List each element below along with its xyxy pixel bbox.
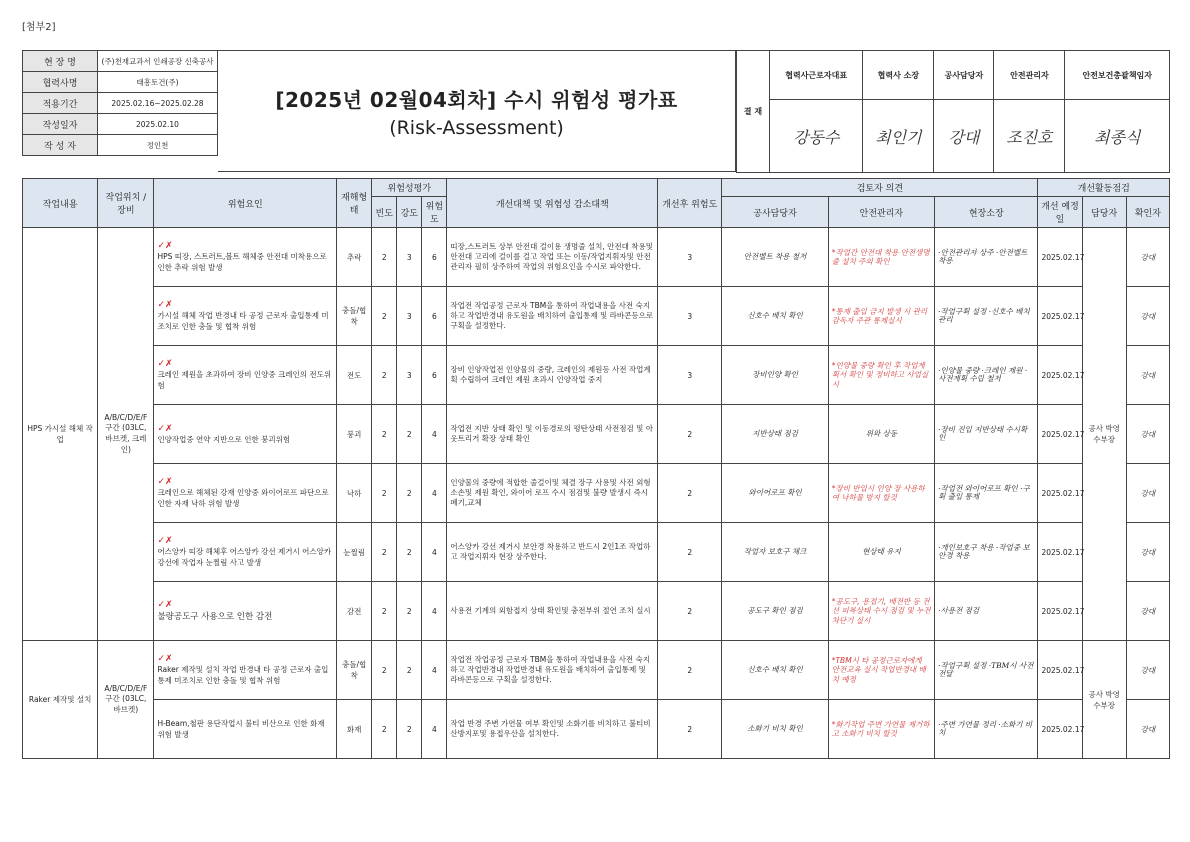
check-mark-icon: ✓✗ xyxy=(157,359,173,369)
after-risk-cell: 3 xyxy=(658,287,722,346)
hazard-cell: ✓✗ 인양작업중 연약 지반으로 인한 붕괴위험 xyxy=(154,405,337,464)
severity-cell: 2 xyxy=(397,641,422,700)
measure-cell: 작업전 작업공정 근로자 TBM을 통하여 작업내용을 사전 숙지하고 작업반경내 작업반경내 유도원을 배치하여 출입통제 및 라바콘등으로 구획을 설정한다. xyxy=(447,641,658,700)
approval-role: 안전관리자 xyxy=(994,51,1065,100)
plan-date-cell: 2025.02.17 xyxy=(1038,464,1082,523)
signature: 최인기 xyxy=(863,100,934,173)
table-row xyxy=(23,405,1170,464)
accident-cell: 충돌/협착 xyxy=(337,641,372,700)
accident-cell: 감전 xyxy=(337,582,372,641)
plan-date-cell: 2025.02.17 xyxy=(1038,405,1082,464)
hazard-cell: ✓✗ 크레인 제원을 초과하여 장비 인양중 크레인의 전도위험 xyxy=(154,346,337,405)
plan-date-cell: 2025.02.17 xyxy=(1038,346,1082,405)
risk-cell: 6 xyxy=(422,287,447,346)
severity-cell: 3 xyxy=(397,346,422,405)
risk-cell: 6 xyxy=(422,228,447,287)
confirmer-signature: 강대 xyxy=(1126,641,1169,700)
reviewer-3-opinion: ·장비 진입 지반상태 수시확인 xyxy=(935,405,1038,464)
risk-cell: 4 xyxy=(422,641,447,700)
reviewer-1-opinion: 공도구 확인 점검 xyxy=(722,582,828,641)
check-mark-icon: ✓✗ xyxy=(157,536,173,546)
plan-date-cell: 2025.02.17 xyxy=(1038,700,1082,759)
table-row xyxy=(23,287,1170,346)
signature: 조진호 xyxy=(994,100,1065,173)
location-cell: A/B/C/D/E/F구간 (03LC, 바브켓) xyxy=(98,641,154,759)
header-location: 작업위치 / 장비 xyxy=(98,179,154,228)
reviewer-3-opinion: ·인양물 중량 ·크레인 제원 ·사전계획 수립 철저 xyxy=(935,346,1038,405)
reviewer-1-opinion: 신호수 배치 확인 xyxy=(722,641,828,700)
signature: 강동수 xyxy=(770,100,863,173)
signature: 강대 xyxy=(934,100,994,173)
after-risk-cell: 3 xyxy=(658,228,722,287)
reviewer-1-opinion: 지반상태 점검 xyxy=(722,405,828,464)
plan-date-cell: 2025.02.17 xyxy=(1038,523,1082,582)
reviewer-1-opinion: 작업자 보호구 체크 xyxy=(722,523,828,582)
risk-cell: 4 xyxy=(422,582,447,641)
hazard-cell: ✓✗ 불량공도구 사용으로 인한 감전 xyxy=(154,582,337,641)
after-risk-cell: 2 xyxy=(658,405,722,464)
task-cell: HPS 가시설 해체 작업 xyxy=(23,228,98,641)
severity-cell: 2 xyxy=(397,464,422,523)
info-label: 적용기간 xyxy=(23,93,98,114)
table-row xyxy=(23,641,1170,700)
confirmer-signature: 강대 xyxy=(1126,346,1169,405)
measure-cell: 인양물의 중량에 적합한 줄걸이및 체결 장구 사용및 사전 외형 소손및 제원 확인, 와이어 로프 수시 점검및 불량 발생시 즉시 폐기,교체 xyxy=(447,464,658,523)
risk-cell: 4 xyxy=(422,405,447,464)
confirmer-signature: 강대 xyxy=(1126,700,1169,759)
reviewer-2-opinion: *공도구, 용접기, 배전반 등 전선 피복상태 수시 점검 및 누전차단기 실시 xyxy=(828,582,934,641)
info-value: 2025.02.10 xyxy=(98,114,218,135)
risk-assessment-table xyxy=(22,178,1170,759)
after-risk-cell: 2 xyxy=(658,641,722,700)
check-mark-icon: ✓✗ xyxy=(157,300,173,310)
header-hazard: 위험요인 xyxy=(154,179,337,228)
freq-cell: 2 xyxy=(372,346,397,405)
task-cell: Raker 제작및 설치 xyxy=(23,641,98,759)
accident-cell: 낙하 xyxy=(337,464,372,523)
owner-cell: 공사 박영수부장 xyxy=(1082,228,1126,641)
approval-role: 공사담당자 xyxy=(934,51,994,100)
hazard-cell: ✓✗ 가시설 해체 작업 반경내 타 공정 근로자 출입통제 미조치로 인한 충돌 및 협착 위험 xyxy=(154,287,337,346)
accident-cell: 전도 xyxy=(337,346,372,405)
check-mark-icon: ✓✗ xyxy=(157,654,173,664)
hazard-cell: ✓✗ 크레인으로 해체된 강재 인양중 와이어로프 파단으로 인한 자재 낙하 위험 발생 xyxy=(154,464,337,523)
severity-cell: 2 xyxy=(397,700,422,759)
measure-cell: 작업 반경 주변 가연물 여부 확인및 소화기를 비치하고 불티비산방지포및 용접우산을 설치한다. xyxy=(447,700,658,759)
table-row xyxy=(23,582,1170,641)
risk-cell: 6 xyxy=(422,346,447,405)
reviewer-2-opinion: *작업간 안전대 착용 안전생명줄 설치 주의 확인 xyxy=(828,228,934,287)
accident-cell: 추락 xyxy=(337,228,372,287)
table-row xyxy=(23,523,1170,582)
severity-cell: 2 xyxy=(397,405,422,464)
reviewer-3-opinion: ·주변 가연물 정리 ·소화기 비치 xyxy=(935,700,1038,759)
measure-cell: 작업전 지반 상태 확인 및 이동경로의 평탄상태 사전점검 및 아웃트리거 확장 상태 확인 xyxy=(447,405,658,464)
header-review: 검토자 의견 xyxy=(722,179,1038,197)
document-title-box xyxy=(218,50,736,172)
measure-cell: 띠장,스트러트 상부 안전대 걸이용 생명줄 설치, 안전대 착용및 안전대 고리에 걸이를 걸고 작업 또는 이동/작업지휘자및 안전관리자 필히 상주하여 작업의 위험요인을 수시로 파악한다. xyxy=(447,228,658,287)
header-measures: 개선대책 및 위험성 감소대책 xyxy=(447,179,658,228)
document-title: [2025년 02월04회차] 수시 위험성 평가표 xyxy=(275,87,678,112)
reviewer-2-opinion: *장비 반입시 인양 장 사용하여 낙하물 방지 할것 xyxy=(828,464,934,523)
header-risk: 위험성평가 xyxy=(372,179,447,197)
confirmer-signature: 강대 xyxy=(1126,582,1169,641)
info-value: 태흥토건(주) xyxy=(98,72,218,93)
check-mark-icon: ✓✗ xyxy=(157,241,173,251)
severity-cell: 2 xyxy=(397,523,422,582)
measure-cell: 어스앙카 강선 제거시 보안경 착용하고 반드시 2인1조 작업하고 작업지휘자 현장 상주한다. xyxy=(447,523,658,582)
freq-cell: 2 xyxy=(372,405,397,464)
approval-role: 협력사 소장 xyxy=(863,51,934,100)
approval-table xyxy=(736,50,1170,173)
header-task: 작업내용 xyxy=(23,179,98,228)
header-reviewer-3: 현장소장 xyxy=(935,197,1038,228)
header-check: 개선활동점검 xyxy=(1038,179,1170,197)
attachment-label: [첨부2] xyxy=(22,22,56,33)
header-owner: 담당자 xyxy=(1082,197,1126,228)
freq-cell: 2 xyxy=(372,641,397,700)
document-subtitle: (Risk-Assessment) xyxy=(389,116,564,139)
plan-date-cell: 2025.02.17 xyxy=(1038,641,1082,700)
accident-cell: 눈찔림 xyxy=(337,523,372,582)
hazard-cell: H-Beam,철판 용단작업시 불티 비산으로 인한 화재 위험 발생 xyxy=(154,700,337,759)
plan-date-cell: 2025.02.17 xyxy=(1038,287,1082,346)
severity-cell: 3 xyxy=(397,228,422,287)
risk-cell: 4 xyxy=(422,523,447,582)
info-label: 협력사명 xyxy=(23,72,98,93)
measure-cell: 장비 인양작업전 인양물의 중량, 크레인의 제원등 사전 작업계획 수립하여 크레인 제원 초과시 인양작업 중지 xyxy=(447,346,658,405)
header-confirmer: 확인자 xyxy=(1126,197,1169,228)
confirmer-signature: 강대 xyxy=(1126,464,1169,523)
reviewer-2-opinion: *인양물 중량 확인 후 작업계획서 확인 및 정비하고 사업실시 xyxy=(828,346,934,405)
measure-cell: 사용전 기계의 외함접지 상태 확인및 충전부위 절연 조치 실시 xyxy=(447,582,658,641)
confirmer-signature: 강대 xyxy=(1126,228,1169,287)
table-row xyxy=(23,700,1170,759)
freq-cell: 2 xyxy=(372,582,397,641)
reviewer-1-opinion: 장비인양 확인 xyxy=(722,346,828,405)
header-freq: 빈도 xyxy=(372,197,397,228)
reviewer-1-opinion: 소화기 비치 확인 xyxy=(722,700,828,759)
reviewer-3-opinion: ·작업전 와이어로프 확인 ·구획 출입 통제 xyxy=(935,464,1038,523)
check-mark-icon: ✓✗ xyxy=(157,423,173,434)
header-plan-date: 개선 예정일 xyxy=(1038,197,1082,228)
measure-cell: 작업전 작업공정 근로자 TBM을 통하여 작업내용을 사전 숙지하고 작업반경내 유도원을 배치하여 출입통제 및 라바콘등으로 구획을 설정한다. xyxy=(447,287,658,346)
check-mark-icon: ✓✗ xyxy=(157,477,173,487)
project-info-table xyxy=(22,50,218,156)
hazard-cell: ✓✗ Raker 제작및 설치 작업 반경내 타 공정 근로자 출입통제 미조치로 인한 충돌 및 협착 위험 xyxy=(154,641,337,700)
reviewer-1-opinion: 안전벨트 착용 철저 xyxy=(722,228,828,287)
approval-side-label: 결 재 xyxy=(737,51,770,173)
approval-role: 안전보건총괄책임자 xyxy=(1065,51,1170,100)
info-label: 작성일자 xyxy=(23,114,98,135)
header-reviewer-1: 공사담당자 xyxy=(722,197,828,228)
freq-cell: 2 xyxy=(372,700,397,759)
plan-date-cell: 2025.02.17 xyxy=(1038,582,1082,641)
header-severity: 강도 xyxy=(397,197,422,228)
confirmer-signature: 강대 xyxy=(1126,405,1169,464)
info-label: 현 장 명 xyxy=(23,51,98,72)
header-accident: 재해형태 xyxy=(337,179,372,228)
accident-cell: 화재 xyxy=(337,700,372,759)
severity-cell: 3 xyxy=(397,287,422,346)
risk-cell: 4 xyxy=(422,700,447,759)
freq-cell: 2 xyxy=(372,523,397,582)
risk-cell: 4 xyxy=(422,464,447,523)
reviewer-3-opinion: ·작업구획 설정 ·신호수 배치 관리 xyxy=(935,287,1038,346)
info-label: 작 성 자 xyxy=(23,135,98,156)
accident-cell: 충돌/협착 xyxy=(337,287,372,346)
after-risk-cell: 2 xyxy=(658,523,722,582)
reviewer-3-opinion: ·안전관리자 상주 ·안전벨트 착용 xyxy=(935,228,1038,287)
freq-cell: 2 xyxy=(372,464,397,523)
check-mark-icon: ✓✗ xyxy=(157,600,173,610)
table-row xyxy=(23,464,1170,523)
after-risk-cell: 3 xyxy=(658,346,722,405)
after-risk-cell: 2 xyxy=(658,464,722,523)
header-after: 개선후 위험도 xyxy=(658,179,722,228)
table-row xyxy=(23,228,1170,287)
reviewer-2-opinion: *TBM시 타 공정근로자에게 안전교육 실시 작업반경내 배치 예정 xyxy=(828,641,934,700)
freq-cell: 2 xyxy=(372,228,397,287)
header-reviewer-2: 안전관리자 xyxy=(828,197,934,228)
reviewer-2-opinion: *통제 출입 금지 발생 시 관리감독자 주관 통제실시 xyxy=(828,287,934,346)
info-value: 정인천 xyxy=(98,135,218,156)
location-cell: A/B/C/D/E/F구간 (03LC, 바브켓, 크레인) xyxy=(98,228,154,641)
confirmer-signature: 강대 xyxy=(1126,523,1169,582)
table-row xyxy=(23,346,1170,405)
reviewer-3-opinion: ·개인보호구 착용 ·작업중 보안경 착용 xyxy=(935,523,1038,582)
header-risk-level: 위험도 xyxy=(422,197,447,228)
reviewer-3-opinion: ·작업구획 설정 ·TBM시 사전전달 xyxy=(935,641,1038,700)
reviewer-1-opinion: 신호수 배치 확인 xyxy=(722,287,828,346)
confirmer-signature: 강대 xyxy=(1126,287,1169,346)
hazard-cell: ✓✗ HPS 띠장, 스트러트,볼트 해체중 안전대 미착용으로 인한 추락 위험 발생 xyxy=(154,228,337,287)
reviewer-2-opinion: 위와 상동 xyxy=(828,405,934,464)
reviewer-3-opinion: ·사용전 점검 xyxy=(935,582,1038,641)
accident-cell: 붕괴 xyxy=(337,405,372,464)
reviewer-1-opinion: 와이어로프 확인 xyxy=(722,464,828,523)
after-risk-cell: 2 xyxy=(658,582,722,641)
plan-date-cell: 2025.02.17 xyxy=(1038,228,1082,287)
info-value: 2025.02.16~2025.02.28 xyxy=(98,93,218,114)
after-risk-cell: 2 xyxy=(658,700,722,759)
signature: 최종식 xyxy=(1065,100,1170,173)
info-value: (주)천재교과서 인쇄공장 신축공사 xyxy=(98,51,218,72)
owner-cell: 공사 박영수부장 xyxy=(1082,641,1126,759)
approval-role: 협력사근로자대표 xyxy=(770,51,863,100)
freq-cell: 2 xyxy=(372,287,397,346)
reviewer-2-opinion: 현상태 유지 xyxy=(828,523,934,582)
severity-cell: 2 xyxy=(397,582,422,641)
reviewer-2-opinion: *화기작업 주변 가연물 제거하고 소화기 비치 할것 xyxy=(828,700,934,759)
hazard-cell: ✓✗ 어스앙카 띠장 해체후 어스앙카 강선 제거시 어스앙카 강선에 작업자 눈찔림 사고 발생 xyxy=(154,523,337,582)
